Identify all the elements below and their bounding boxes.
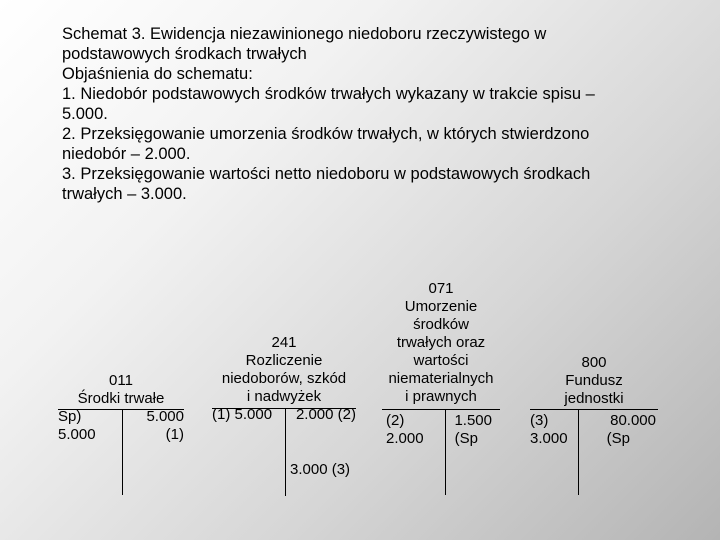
account-name: niematerialnych [388,370,494,387]
credit-entry: 1.500 [454,412,492,429]
account-number: 800 [581,354,607,371]
account-name: Środki trwałe [77,390,165,407]
t-account-800 [530,354,658,408]
explanation-item-3-cont: trwałych – 3.000. [62,185,187,203]
schema-title-line: Schemat 3. Ewidencja niezawinionego niedoboru rzeczywistego w [62,25,547,43]
credit-entry: (Sp [606,430,630,447]
t-account-241 [212,334,356,424]
t-account-241-top-line [212,408,356,409]
credit-entry: (Sp [454,430,478,447]
t-account-011-top-line [58,409,184,410]
account-name: Fundusz [565,372,623,389]
account-name: trwałych oraz [396,334,486,351]
explanation-item-1-cont: 5.000. [62,105,108,123]
debit-entry: 3.000 [530,430,568,447]
explanation-item-3: 3. Przeksięgowanie wartości netto niedoboru w podstawowych środkach [62,165,591,183]
t-account-800-divider [578,409,579,495]
account-name: i nadwyżek [246,388,322,405]
schema-description [62,24,682,204]
account-name: wartości [413,352,469,369]
credit-entry: (1) [165,426,184,443]
t-account-241-divider [285,408,286,496]
account-number: 011 [109,372,133,389]
credit-entry: 3.000 (3) [290,461,351,478]
explanations-heading: Objaśnienia do schematu: [62,65,253,83]
debit-entry: Sp) [58,408,82,425]
t-account-071-divider [445,409,446,495]
t-account-011-divider [122,409,123,495]
credit-entry: 80.000 [610,412,656,429]
debit-entry: (2) [386,412,405,429]
explanation-item-2-cont: niedobór – 2.000. [62,145,191,163]
explanation-item-1: 1. Niedobór podstawowych środków trwałych wykazany w trakcie spisu – [62,85,595,103]
debit-entry: (3) [530,412,549,429]
t-account-800-top-line [530,409,658,410]
t-account-071-top-line [382,409,500,410]
account-name: i prawnych [405,388,477,405]
account-name: Rozliczenie [245,352,323,369]
t-account-071-entries [386,412,498,448]
account-name: jednostki [564,390,624,407]
debit-entry: 2.000 [386,430,424,447]
account-name: środków [413,316,469,333]
debit-entry: (1) 5.000 [212,406,273,423]
debit-entry: 5.000 [58,426,96,443]
explanation-item-2: 2. Przeksięgowanie umorzenia środków trwałych, w których stwierdzono [62,125,590,143]
account-number: 071 [428,280,454,297]
account-name: Umorzenie [404,298,478,315]
t-account-011 [58,372,184,444]
credit-entry: 2.000 (2) [295,406,356,423]
t-account-071 [382,280,500,406]
account-name: niedoborów, szkód [221,370,347,387]
account-number: 241 [271,334,297,351]
schema-title-line: podstawowych środkach trwałych [62,45,307,63]
credit-entry: 5.000 [146,408,184,425]
t-account-800-entries [530,412,656,448]
